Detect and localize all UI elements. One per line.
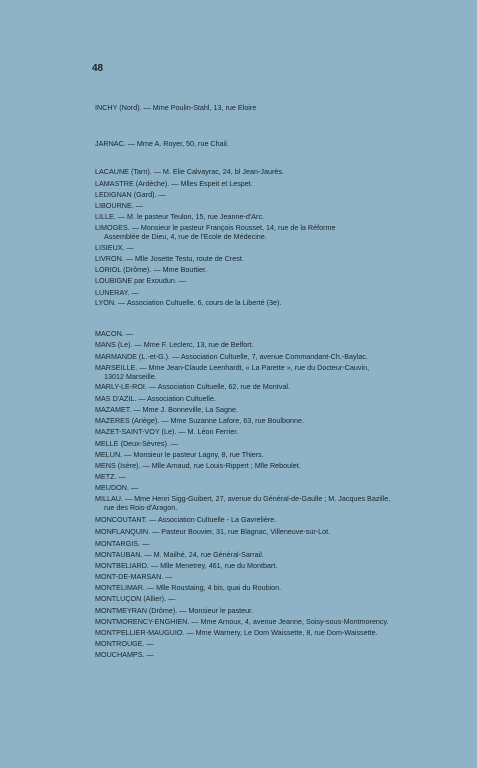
- entry-text: LEDIGNAN (Gard). —: [95, 190, 166, 199]
- directory-entry: [95, 595, 435, 604]
- directory-entry: [95, 473, 435, 482]
- entry-text: LIVRON. — Mlle Josette Testu, route de Crest.: [95, 254, 244, 263]
- entry-text: LORIOL (Drôme). — Mme Bouttier.: [95, 265, 207, 274]
- entry-text: JARNAC. — Mme A. Royer, 50, rue Chail.: [95, 139, 229, 148]
- entry-text: LILLE. — M. le pasteur Teulon, 15, rue Jeanne-d'Arc.: [95, 212, 265, 221]
- directory-entry: [95, 168, 435, 177]
- entry-text: MELUN. — Monsieur le pasteur Lagny, 8, rue Thiers.: [95, 450, 264, 459]
- entry-text: MILLAU. — Mme Henri Sigg-Guibert, 27, avenue du Général-de-Gaulle ; M. Jacques Bazille,: [95, 494, 391, 503]
- entry-text: MARLY-LE-ROI. — Association Cultuelle, 62, rue de Montval.: [95, 382, 290, 391]
- directory-entry: [95, 383, 435, 392]
- directory-entry: [95, 540, 435, 549]
- directory-entry: [95, 277, 435, 286]
- directory-entry: [95, 191, 435, 200]
- directory-entry: [95, 573, 435, 582]
- entry-text: MEUDON. —: [95, 483, 139, 492]
- directory-entry: [95, 417, 435, 426]
- directory-entry: [95, 395, 435, 404]
- directory-entry: [95, 299, 435, 308]
- directory-entry: [95, 255, 435, 264]
- directory-entry: [95, 640, 435, 649]
- entry-text: LACAUNE (Tarn). — M. Elie Calvayrac, 24, bl Jean-Jaurès.: [95, 167, 284, 176]
- directory-entry: [95, 266, 435, 275]
- entry-text: MELLE (Deux-Sèvres). —: [95, 439, 179, 448]
- directory-entry: [95, 289, 435, 298]
- directory-entry: [95, 629, 435, 638]
- directory-entry: [95, 180, 435, 189]
- directory-entry: [95, 353, 435, 362]
- directory-entry: [95, 495, 435, 512]
- entry-text: MANS (Le). — Mme F. Leclerc, 13, rue de Belfort.: [95, 340, 254, 349]
- directory-entry: [95, 428, 435, 437]
- entry-text: METZ. —: [95, 472, 126, 481]
- directory-entry: [95, 406, 435, 415]
- entry-text: MONTARGIS. —: [95, 539, 150, 548]
- directory-entry: [95, 651, 435, 660]
- entry-text: MONTBELIARD. — Mlle Menetrey, 461, rue du Montbart.: [95, 561, 278, 570]
- entry-text: MONTMEYRAN (Drôme). — Monsieur le pasteur.: [95, 606, 254, 615]
- entry-continuation: Assemblée de Dieu, 4, rue de l'Ecole de Médecine.: [104, 231, 267, 241]
- entry-text: MARSEILLE. — Mme Jean-Claude Leenhardt, « La Parette », rue du Docteur-Cauvin,: [95, 363, 370, 372]
- directory-entry: [95, 364, 435, 381]
- directory-entry: [95, 330, 435, 339]
- directory-entry: [95, 244, 435, 253]
- directory-entry: [95, 213, 435, 222]
- directory-entry: [95, 551, 435, 560]
- entry-text: LYON. — Association Cultuelle, 6, cours de la Liberté (3e).: [95, 298, 282, 307]
- entry-text: MOUCHAMPS. —: [95, 650, 154, 659]
- entry-text: MONTPELLIER-MAUGUIO. — Mme Warnery, Le Dom Waissette, 8, rue Dom-Waissette.: [95, 628, 378, 637]
- entry-text: MONT-DE-MARSAN. —: [95, 572, 173, 581]
- entry-text: INCHY (Nord). — Mme Poulin-Stahl, 13, rue Eloire: [95, 103, 257, 112]
- entry-text: MENS (Isère). — Mlle Arnaud, rue Louis-Rippert ; Mlle Reboulet.: [95, 461, 301, 470]
- directory-entry: [95, 224, 435, 241]
- entry-text: MARMANDE (L.-et-G.). — Association Cultuelle, 7, avenue Commandant-Ch.-Baylac.: [95, 352, 368, 361]
- directory-entry: [95, 516, 435, 525]
- entry-text: MAZET-SAINT-VOY (Le). — M. Léon Ferrier.: [95, 427, 239, 436]
- entry-text: MACON. —: [95, 329, 133, 338]
- directory-entry: [95, 440, 435, 449]
- entry-text: LISIEUX. —: [95, 243, 134, 252]
- directory-entry: [95, 140, 435, 149]
- entry-text: MONTMORENCY-ENGHIEN. — Mme Arnoux, 4, avenue Jeanne, Soisy-sous-Montmorency.: [95, 617, 389, 626]
- directory-entry: [95, 202, 435, 211]
- entry-text: LOUBIGNE par Exoudun. —: [95, 276, 187, 285]
- entry-text: MONFLANQUIN. — Pasteur Bouvier, 31, rue Blagnac, Villeneuve-sur-Lot.: [95, 527, 331, 536]
- directory-entry: [95, 484, 435, 493]
- entry-text: LIBOURNE. —: [95, 201, 143, 210]
- entry-text: LIMOGES. — Monsieur le pasteur François Rousset, 14, rue de la Réforme: [95, 223, 336, 232]
- entry-text: MONTLUÇON (Allier). —: [95, 594, 176, 603]
- entry-text: MONTAUBAN. — M. Mailhé, 24, rue Général-Sarrail.: [95, 550, 264, 559]
- directory-entry: [95, 618, 435, 627]
- entry-text: MONTROUGE. —: [95, 639, 154, 648]
- directory-entry: [95, 341, 435, 350]
- directory-entry: [95, 528, 435, 537]
- directory-entry: [95, 462, 435, 471]
- entry-text: LUNERAY. —: [95, 288, 139, 297]
- directory-entry: [95, 584, 435, 593]
- entry-text: MAZAMET. — Mme J. Bonneville, La Sagne.: [95, 405, 239, 414]
- entry-text: MAS D'AZIL. — Association Cultuelle.: [95, 394, 216, 403]
- entry-continuation: 13012 Marseille.: [104, 371, 157, 381]
- directory-entry: [95, 451, 435, 460]
- directory-entry: [95, 562, 435, 571]
- entry-text: MONCOUTANT. — Association Cultuelle - La Gavrelière.: [95, 515, 277, 524]
- page-number: 48: [92, 63, 104, 74]
- entry-text: LAMASTRE (Ardèche). — Mlles Espeit et Lespet.: [95, 179, 253, 188]
- entry-continuation: rue des Rois-d'Aragon.: [104, 502, 178, 512]
- directory-entry: [95, 104, 435, 113]
- entry-text: MONTELIMAR. — Mlle Roustaing, 4 bis, quai du Roubion.: [95, 583, 282, 592]
- entry-text: MAZERES (Ariège). — Mme Suzanne Lafore, 63, rue Boulbonne.: [95, 416, 304, 425]
- directory-entry: [95, 607, 435, 616]
